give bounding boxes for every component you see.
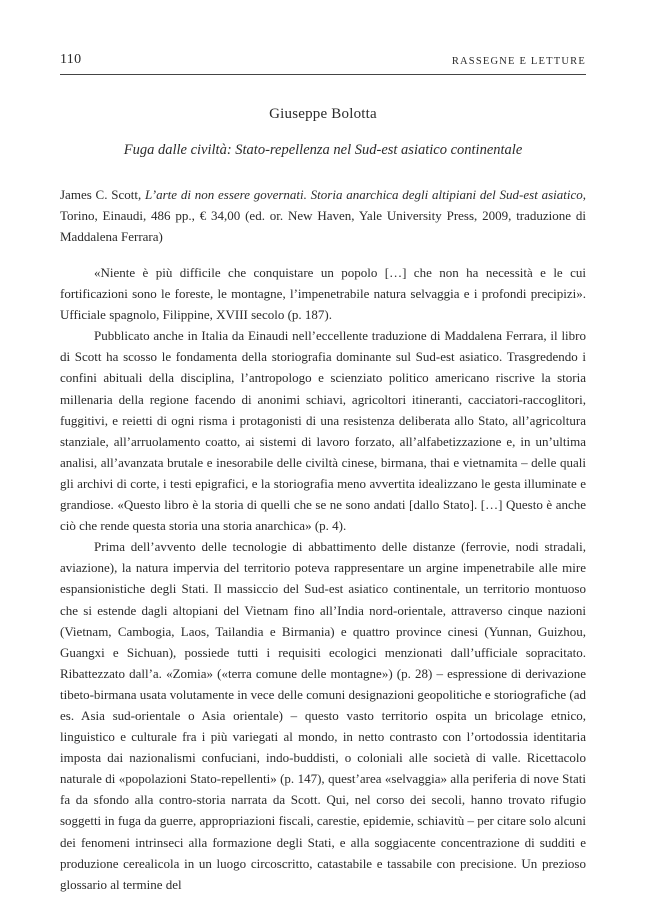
paragraph: Prima dell’avvento delle tecnologie di abbattimento delle distanze (ferrovie, nodi stradali, aviazione), la natura impervia del territorio poteva rappresentare un argine impenetrabile alle mire espansionistiche degli Stati. Il massiccio del Sud-est asiatico continentale, un territorio montuoso che si estende dagli altopiani del Vietnam fino all’India nord-orientale, attraverso cinque nazioni (Vietnam, Cambogia, Laos, Tailandia e Birmania) e quattro province cinesi (Yunnan, Guizhou, Guangxi e Sichuan), possiede tutti i requisiti ecologici menzionati dall’ufficiale sopracitato. Ribattezzato dall’a. «Zomia» («terra comune delle montagne») (p. 28) – espressione di derivazione tibeto-birmana usata volutamente in vece delle comuni designazioni geopolitiche e storiografiche (ad es. Asia sud-orientale o Asia orientale) – questo vasto territorio ospita un bricolage etnico, linguistico e culturale fra i più variegati al mondo, in netto contrasto con l’ortodossia identitaria imposta dai nazionalismi confuciani, indo-buddisti, o coloniali alle società di valle. Ricettacolo naturale di «popolazioni Stato-repellenti» (p. 147), quest’area «selvaggia» alla periferia di nove Stati fa da sfondo alla contro-storia narrata da Scott. Qui, nel corso dei secoli, hanno trovato rifugio soggetti in fuga da guerre, appropriazioni fiscali, carestie, epidemie, schiavitù – per citare solo alcuni dei fenomeni intrinseci alla formazione degli Stati, e alla soggiacente concentrazione di sudditi e produzione cerealicola in un luogo circoscritto, catastabile e tassabile con precisione. Un prezioso glossario al termine del bbox=[60, 539, 586, 892]
paragraph-epigraph: «Niente è più difficile che conquistare un popolo […] che non ha necessità e le cui fortificazioni sono le foreste, le montagne, l’impenetrabile natura selvaggia e i profondi precipizi». Ufficiale spagnolo, Filippine, XVIII secolo (p. 187). bbox=[60, 265, 586, 323]
article-body bbox=[60, 262, 586, 895]
page-number: 110 bbox=[60, 52, 82, 67]
paragraph: Pubblicato anche in Italia da Einaudi nell’eccellente traduzione di Maddalena Ferrara, il libro di Scott ha scosso le fondamenta della storiografia dominante sul Sud-est asiatico. Trasgredendo i confini abituali della disciplina, l’antropologo e scienziato politico americano riscrive la storia millenaria della regione facendo di anonimi schiavi, agricoltori itineranti, cacciatori-raccoglitori, fuggitivi, e reietti di ogni risma i protagonisti di una resistenza deliberata allo Stato, all’agricoltura stanziale, all’arruolamento coatto, ai sistemi di lavoro forzato, all’alfabetizzazione e, in un’ultima analisi, all’avanzata brutale e inesorabile delle civiltà cinese, birmana, thai e vietnamita – delle quali gli archivi di corte, i testi epigrafici, e la storiografia meno avvertita idealizzano le gesta illuminate e grandiose. «Questo libro è la storia di quelli che se ne sono andati [dallo Stato]. […] Questo è anche ciò che rende questa storia una storia anarchica» (p. 4). bbox=[60, 328, 586, 534]
article-author: Giuseppe Bolotta bbox=[269, 106, 377, 122]
citation-book-title: L’arte di non essere governati. Storia anarchica degli altipiani del Sud-est asiatico bbox=[145, 187, 583, 202]
book-citation bbox=[60, 184, 586, 248]
article-title: Fuga dalle civiltà: Stato-repellenza nel Sud-est asiatico continentale bbox=[123, 142, 523, 158]
citation-details: , Torino, Einaudi, 486 pp., € 34,00 (ed. or. New Haven, Yale University Press, 2009, traduzione di Maddalena Ferrara) bbox=[60, 187, 586, 245]
running-head: RASSEGNE E LETTURE bbox=[451, 56, 586, 67]
citation-author: James C. Scott, bbox=[60, 187, 146, 202]
header-rule bbox=[60, 74, 586, 75]
